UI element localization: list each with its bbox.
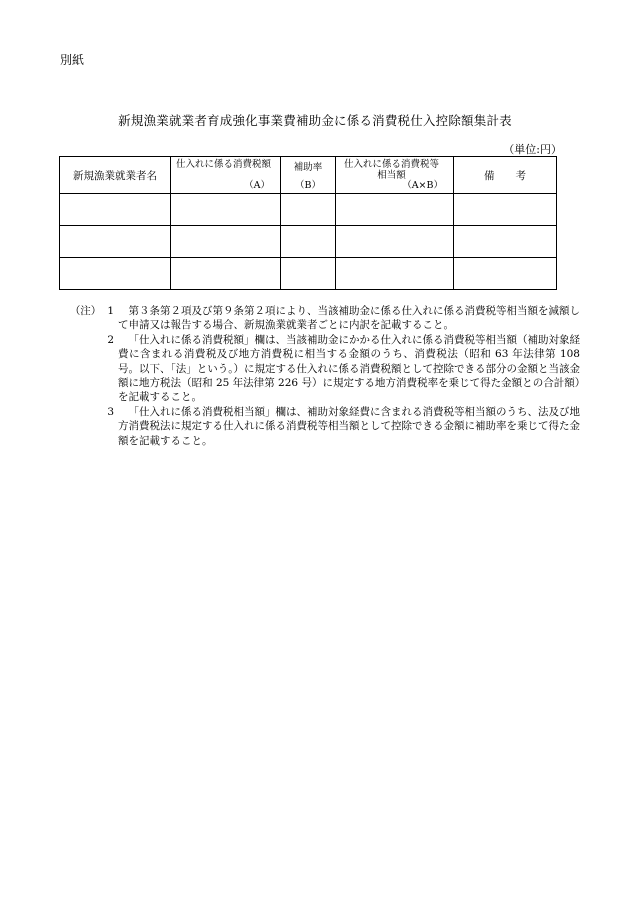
header-consumption-tax [171, 157, 281, 194]
note-item [60, 304, 580, 333]
header-subsidy-rate [281, 157, 336, 194]
note-lead [60, 405, 118, 448]
table-cell [454, 258, 557, 290]
note-number: 2 [107, 333, 114, 346]
note-number: 1 [107, 305, 114, 317]
header-subsidy-rate-code: （B） [295, 180, 321, 191]
table-row [60, 226, 557, 258]
note-item [60, 333, 580, 405]
note-lead [60, 333, 118, 405]
table-cell [336, 226, 454, 258]
table-row [60, 194, 557, 226]
table-row [60, 258, 557, 290]
table-cell [336, 194, 454, 226]
table-cell [281, 226, 336, 258]
table-cell [171, 226, 281, 258]
header-remarks-label: 備 考 [484, 169, 526, 182]
header-tax-equivalent-line2: 相当額 [377, 170, 406, 181]
table-header-row [60, 157, 557, 194]
header-tax-equivalent-line1: 仕入れに係る消費税等 [344, 159, 440, 170]
header-consumption-tax-code: （A） [244, 180, 270, 191]
header-tax-equivalent [336, 157, 454, 194]
note-text: 第３条第２項及び第９条第２項により、当該補助金に係る仕入れに係る消費税等相当額を減額して申請又は報告する場合、新規漁業就業者ごとに内訳を記載すること。 [118, 305, 580, 332]
header-tax-equivalent-code: （A×B） [402, 180, 443, 191]
table-cell [281, 258, 336, 290]
table-cell [60, 226, 171, 258]
header-fisher-name-label: 新規漁業就業者名 [73, 169, 157, 182]
table-cell [171, 194, 281, 226]
table-cell [60, 258, 171, 290]
document-title: 新規漁業就業者育成強化事業費補助金に係る消費税仕入控除額集計表 [118, 113, 512, 128]
table-cell [336, 258, 454, 290]
summary-table [59, 156, 557, 290]
header-remarks [454, 157, 557, 194]
note-item [60, 405, 580, 448]
note-number: 3 [107, 405, 114, 418]
notes-prefix: （注） [69, 305, 102, 317]
note-text: 「仕入れに係る消費税額」欄は、当該補助金にかかる仕入れに係る消費税等相当額（補助対象経費に含まれる消費税及び地方消費税に相当する金額のうち、消費税法（昭和 63 年法律第 108 号。以下、「法」という。）に規定する仕入れに係る消費税額として控除できる部分の金額と当該金額に地方税法（昭和 25 年法律第 226 号）に規定する地方消費税率を乗じて得た金額との合計額）を記載すること。 [118, 333, 580, 404]
header-subsidy-rate-label: 補助率 [293, 162, 323, 173]
table-cell [171, 258, 281, 290]
attachment-label: 別紙 [60, 53, 85, 67]
table-cell [454, 194, 557, 226]
header-fisher-name [60, 157, 171, 194]
table-cell [454, 226, 557, 258]
header-consumption-tax-label: 仕入れに係る消費税額 [176, 159, 272, 170]
unit-label: （単位:円） [503, 143, 562, 156]
table-cell [60, 194, 171, 226]
note-lead [60, 304, 118, 333]
notes-section [60, 304, 580, 448]
table-cell [281, 194, 336, 226]
note-text: 「仕入れに係る消費税相当額」欄は、補助対象経費に含まれる消費税等相当額のうち、法及び地方消費税法に規定する仕入れに係る消費税等相当額として控除できる金額に補助率を乗じて得た金額を記載すること。 [118, 405, 580, 447]
